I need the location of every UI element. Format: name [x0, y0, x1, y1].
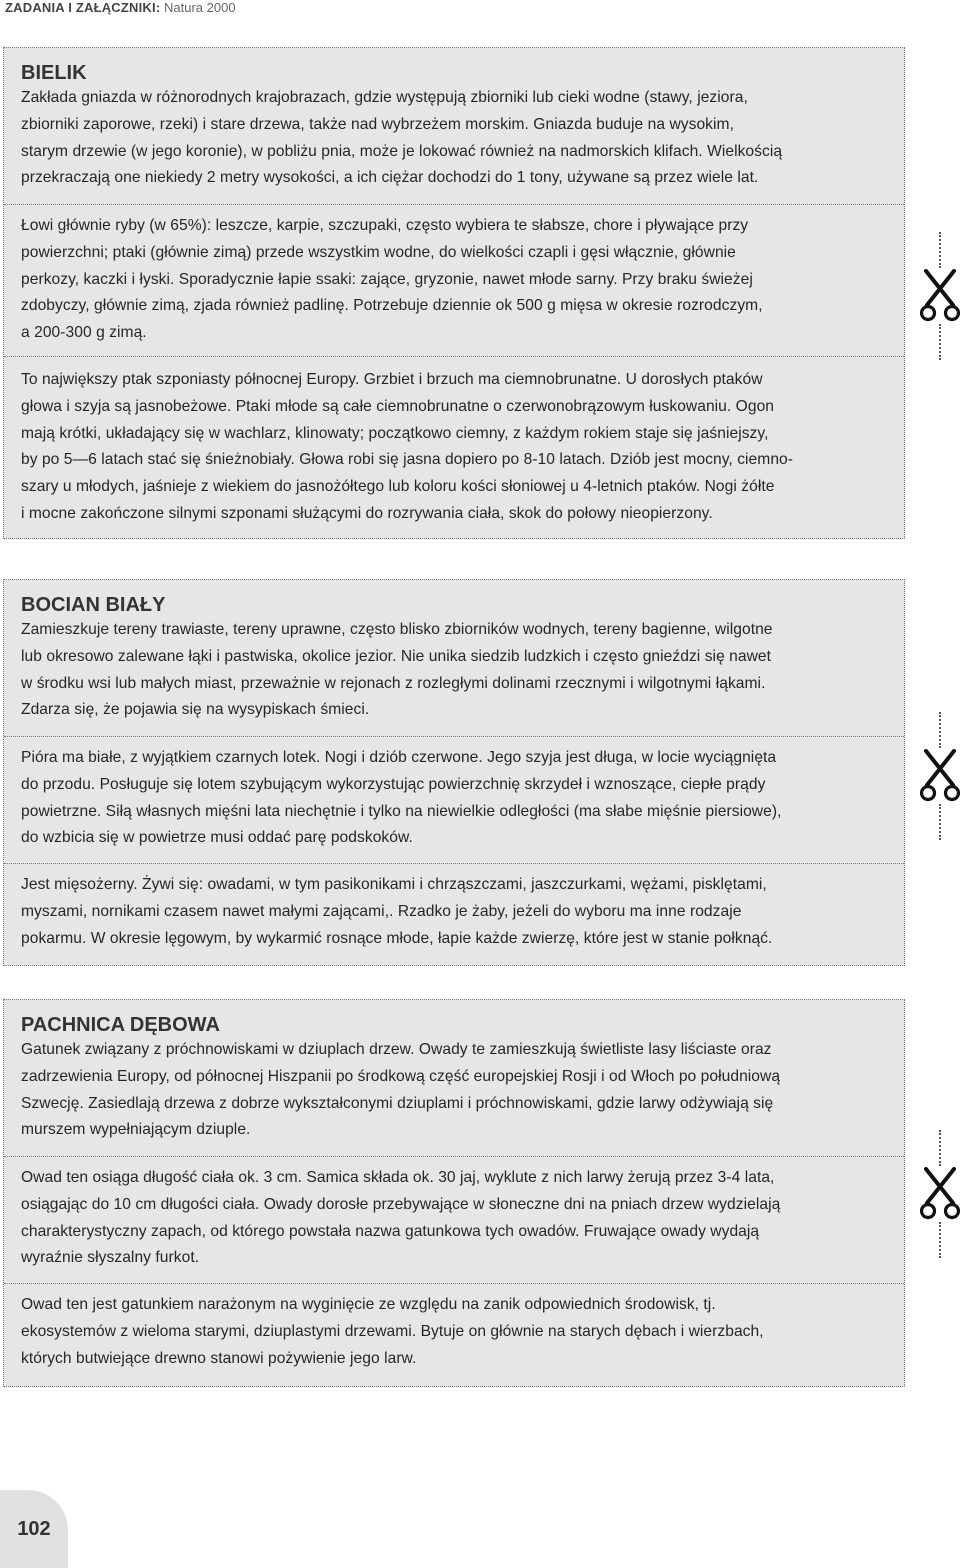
scissors-icon: [920, 1167, 960, 1221]
card-section-habitat: [4, 48, 904, 204]
card-section-threats: [4, 1283, 904, 1386]
card-section-habitat: [4, 580, 904, 736]
card-section-diet: [4, 204, 904, 356]
paragraph-line: myszami, nornikami czasem nawet małymi zającami,. Rzadko je żaby, jeżeli do wyboru ma inne rodzaje: [21, 902, 742, 920]
paragraph-line: pokarmu. W okresie lęgowym, by wykarmić rosnące młode, łapie każde zwierzę, które jest w stanie połknąć.: [21, 929, 773, 947]
paragraph-line: do przodu. Posługuje się lotem szybującym wykorzystując powierzchnię skrzydeł i wznoszące, ciepłe prądy: [21, 775, 766, 793]
paragraph-line: powierzchni; ptaki (głównie zimą) przede wszystkim wodne, do wielkości czapli i gęsi włącznie, głównie: [21, 243, 736, 261]
cut-dotted-line: [939, 1222, 941, 1258]
paragraph-line: charakterystyczny zapach, od którego powstała nazwa gatunkowa tych owadów. Fruwające owady wydają: [21, 1222, 760, 1240]
paragraph-line: zadrzewienia Europy, od północnej Hiszpanii po środkową część europejskiej Rosji i od Włoch po południową: [21, 1067, 781, 1085]
paragraph-line: przekraczają one niekiedy 2 metry wysokości, a ich ciężar dochodzi do 1 tony, używane są przez wiele lat.: [21, 169, 759, 187]
paragraph-line: murszem wypełniającym dziuple.: [21, 1121, 251, 1139]
paragraph-line: Gatunek związany z próchnowiskami w dziuplach drzew. Owady te zamieszkują świetliste lasy liściaste oraz: [21, 1041, 772, 1058]
species-card-bocian-bialy: [3, 579, 905, 966]
paragraph-line: Owad ten osiąga długość ciała ok. 3 cm. Samica składa ok. 30 jaj, wyklute z nich larwy żerują przez 3-4 lata,: [21, 1169, 775, 1186]
paragraph-line: w środku wsi lub małych miast, przeważnie w rejonach z rozległymi dolinami rzecznymi i wilgotnymi łąkami.: [21, 674, 766, 692]
card-section-diet: [4, 863, 904, 965]
card-section-habitat: [4, 1000, 904, 1156]
scissors-icon: [920, 749, 960, 803]
card-title: BIELIK: [21, 62, 87, 84]
paragraph-line: szary u młodych, jaśnieje z wiekiem do jasnożółtego lub koloru kości słoniowej u 4-letnich ptaków. Nogi żółte: [21, 478, 775, 496]
paragraph-line: wyraźnie słyszalny furkot.: [21, 1249, 200, 1267]
page-number: [0, 1490, 68, 1568]
paragraph-line: zdobyczy, głównie zimą, zjada również padlinę. Potrzebuje dziennie ok 500 g mięsa w okresie rozrodczym,: [21, 297, 763, 315]
page-number-label: 102: [17, 1517, 51, 1540]
paragraph-line: starym drzewie (w jego koronie), w pobliżu pnia, może je lokować również na nadmorskich klifach. Wielkością: [21, 142, 783, 160]
scissors-icon: [920, 269, 960, 323]
paragraph-line: do wzbicia się w powietrze musi oddać parę podskoków.: [21, 829, 413, 847]
paragraph-line: zbiorniki zaporowe, rzeki) i stare drzewa, także nad wybrzeżem morskim. Gniazda buduje na wysokim,: [21, 115, 734, 133]
paragraph-line: mają krótki, układający się w wachlarz, klinowaty; początkowo ciemny, z każdym rokiem staje się jaśniejszy,: [21, 424, 769, 442]
paragraph-line: Owad ten jest gatunkiem narażonym na wyginięcie ze względu na zanik odpowiednich środowisk, tj.: [21, 1296, 716, 1313]
cut-dotted-line: [939, 712, 941, 748]
paragraph-line: perkozy, kaczki i łyski. Sporadycznie łapie ssaki: zające, gryzonie, nawet młode sarny. Przy braku świeżej: [21, 270, 753, 288]
paragraph-line: Zakłada gniazda w różnorodnych krajobrazach, gdzie występują zbiorniki lub cieki wodne (stawy, jeziora,: [21, 89, 748, 106]
header-program: Natura 2000: [164, 0, 236, 15]
paragraph-line: i mocne zakończone silnymi szponami służącymi do rozrywania ciała, skok do połowy nieopierzony.: [21, 504, 713, 522]
paragraph-line: Łowi głównie ryby (w 65%): leszcze, karpie, szczupaki, często wybiera te słabsze, chore i pływające przy: [21, 217, 749, 234]
paragraph-line: Zdarza się, że pojawia się na wysypiskach śmieci.: [21, 701, 370, 719]
card-title: PACHNICA DĘBOWA: [21, 1014, 220, 1036]
card-title: BOCIAN BIAŁY: [21, 594, 166, 616]
paragraph-line: To największy ptak szponiasty północnej Europy. Grzbiet i brzuch ma ciemnobrunatne. U dorosłych ptaków: [21, 371, 763, 388]
paragraph-line: których butwiejące drewno stanowi pożywienie jego larw.: [21, 1349, 417, 1367]
paragraph-line: ekosystemów z wieloma starymi, dziuplastymi drzewami. Bytuje on głównie na starych dębach i wierzbach,: [21, 1322, 764, 1340]
cut-dotted-line: [939, 804, 941, 840]
paragraph-line: osiągając do 10 cm długości ciała. Owady dorosłe przebywające w słoneczne dni na pniach drzew wydzielają: [21, 1195, 781, 1213]
paragraph-line: Zamieszkuje tereny trawiaste, tereny uprawne, często blisko zbiorników wodnych, tereny bagienne, wilgotne: [21, 621, 773, 638]
species-card-bielik: [3, 47, 905, 539]
paragraph-line: Pióra ma białe, z wyjątkiem czarnych lotek. Nogi i dziób czerwone. Jego szyja jest długa, w locie wyciągnięta: [21, 749, 777, 766]
cut-marker: [918, 712, 960, 840]
cut-marker: [918, 232, 960, 360]
paragraph-line: a 200-300 g zimą.: [21, 324, 147, 342]
paragraph-line: powietrzne. Siłą własnych mięśni lata niechętnie i tylko na niewielkie odległości (ma słabe mięśnie piersiowe),: [21, 802, 782, 820]
cut-dotted-line: [939, 1130, 941, 1166]
species-card-pachnica-debowa: [3, 999, 905, 1387]
paragraph-line: by po 5—6 latach stać się śnieżnobiały. Głowa robi się jasna dopiero po 8-10 latach. Dziób jest mocny, ciemno-: [21, 451, 794, 469]
page-header: [5, 0, 236, 16]
cut-marker: [918, 1130, 960, 1258]
paragraph-line: Szwecję. Zasiedlają drzewa z dobrze wykształconymi dziuplami i próchnowiskami, gdzie larwy odżywiają się: [21, 1094, 774, 1112]
cut-dotted-line: [939, 324, 941, 360]
header-section-label: ZADANIA I ZAŁĄCZNIKI:: [5, 0, 161, 15]
card-section-appearance: [4, 356, 904, 539]
card-section-description: [4, 1156, 904, 1283]
paragraph-line: Jest mięsożerny. Żywi się: owadami, w tym pasikonikami i chrząszczami, jaszczurkami, wężami, pisklętami,: [21, 876, 767, 893]
card-section-appearance: [4, 736, 904, 863]
cut-dotted-line: [939, 232, 941, 268]
paragraph-line: lub okresowo zalewane łąki i pastwiska, okolice jezior. Nie unika siedzib ludzkich i często gnieździ się nawet: [21, 647, 772, 665]
paragraph-line: głowa i szyja są jasnobeżowe. Ptaki młode są całe ciemnobrunatne o czerwonobrązowym łuskowaniu. Ogon: [21, 397, 775, 415]
